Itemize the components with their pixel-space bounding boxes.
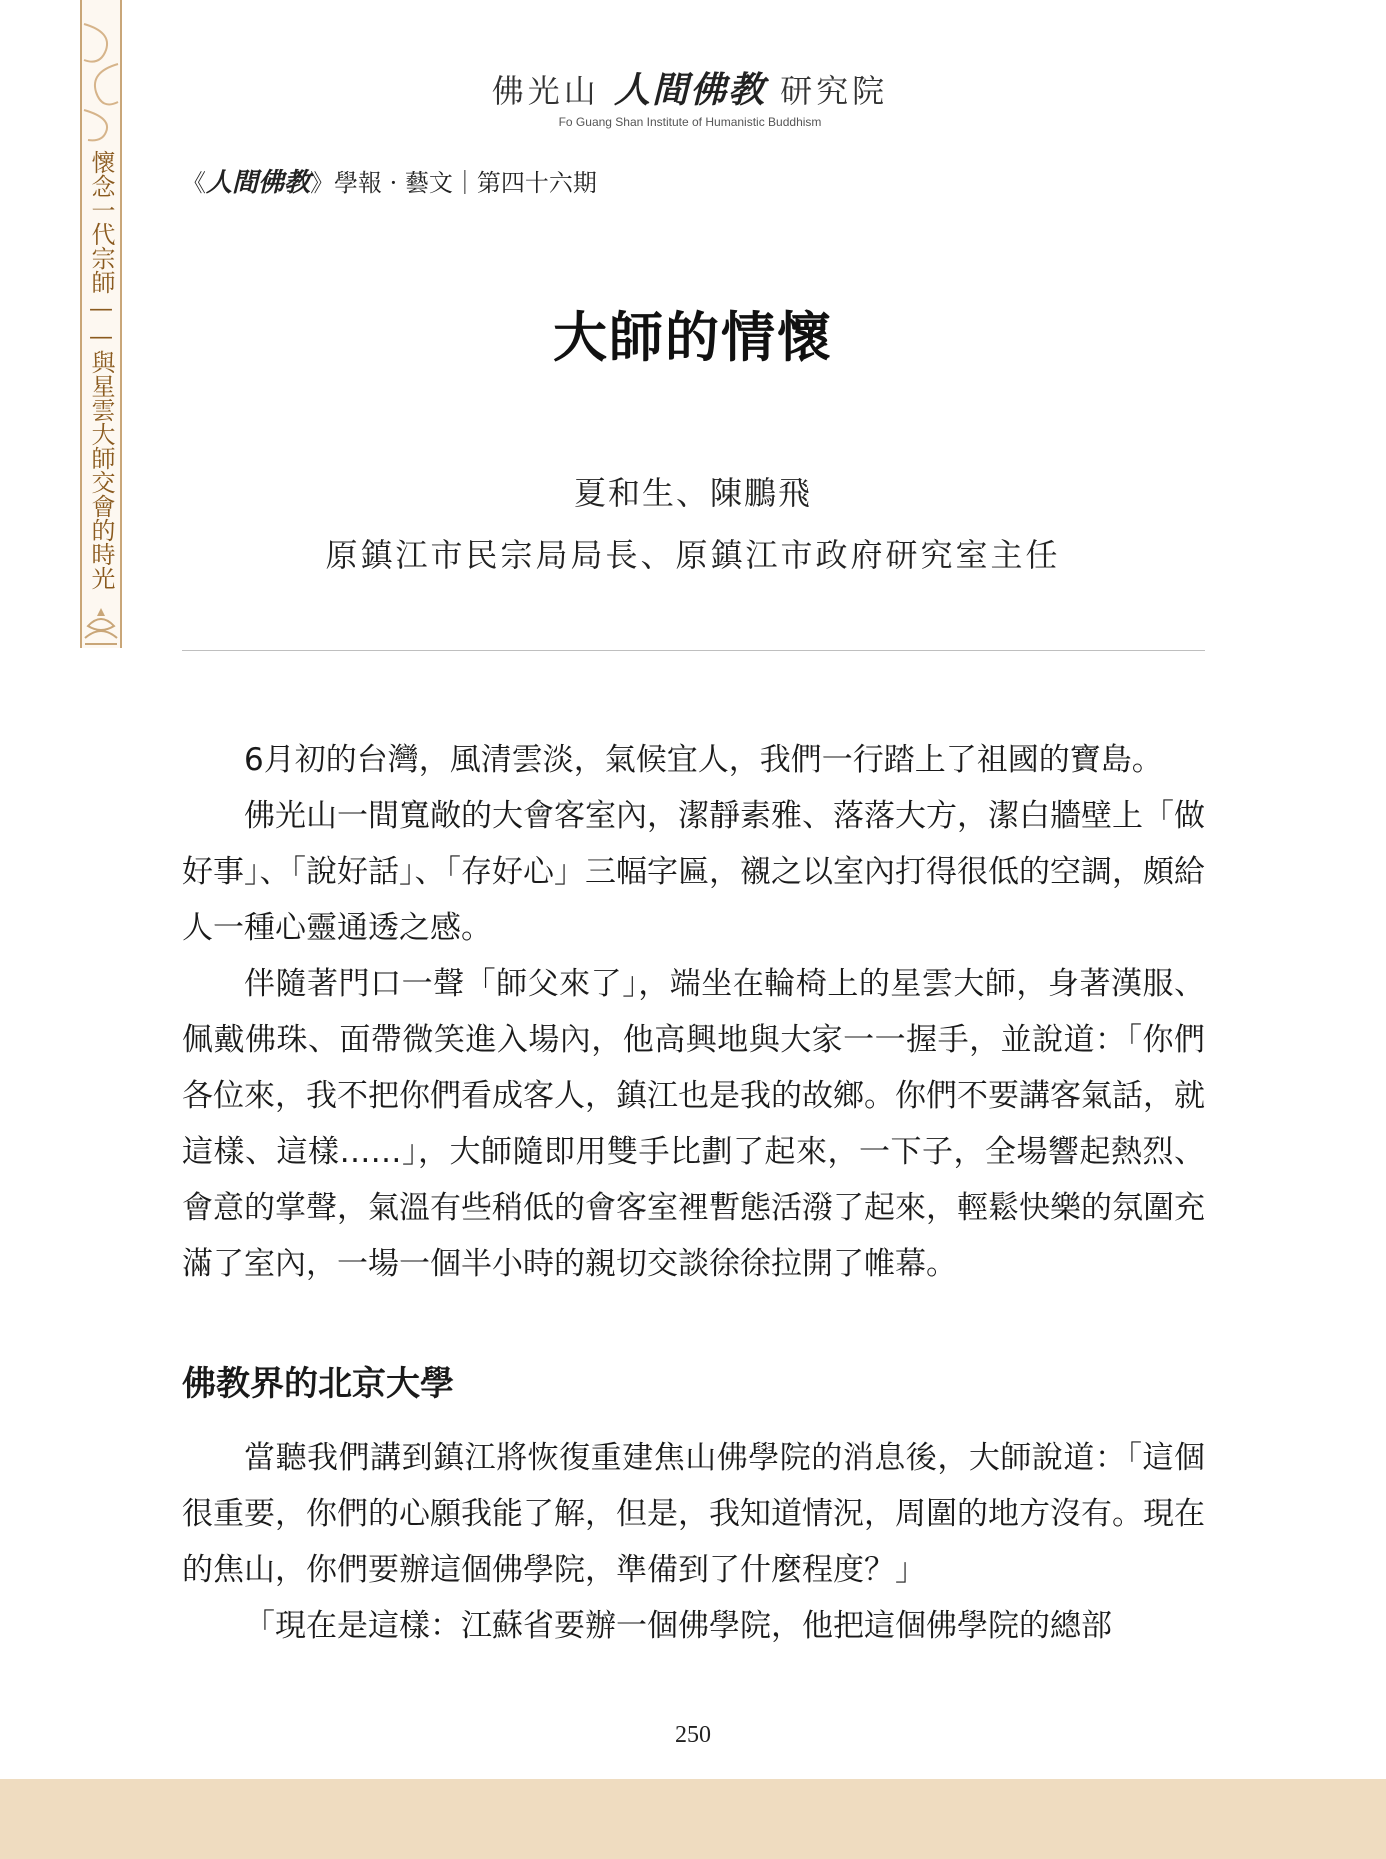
journal-issue: 學報 · 藝文｜第四十六期: [334, 169, 597, 197]
journal-brand-logo: 人間佛教: [206, 168, 311, 198]
swirl-ornament-icon: [82, 14, 120, 144]
journal-bracket-close: 》: [310, 169, 335, 197]
institute-prefix: 佛光山: [491, 72, 600, 110]
institute-brand-logo: 人間佛教: [613, 70, 766, 111]
paragraph: 佛光山一間寬敞的大會客室內，潔靜素雅、落落大方，潔白牆壁上「做好事」、「說好話」、「存好心」三幅字匾，襯之以室內打得很低的空調，頗給人一種心靈通透之感。: [182, 798, 1205, 946]
paragraph: 伴隨著門口一聲「師父來了」，端坐在輪椅上的星雲大師，身著漢服、佩戴佛珠、面帶微笑進入場內，他高興地與大家一一握手，並說道：「你們各位來，我不把你們看成客人，鎮江也是我的故鄉。你們不要講客氣話，就這樣、這樣……」，大師隨即用雙手比劃了起來，一下子，全場響起熱烈、會意的掌聲，氣溫有些稍低的會客室裡暫態活潑了起來，輕鬆快樂的氛圍充滿了室內，一場一個半小時的親切交談徐徐拉開了帷幕。: [182, 966, 1205, 1282]
institute-suffix: 研究院: [780, 72, 889, 110]
paragraph: 「現在是這樣：江蘇省要辦一個佛學院，他把這個佛學院的總部: [244, 1608, 1112, 1644]
article-title: 大師的情懷: [553, 305, 833, 369]
journal-bracket-open: 《: [182, 169, 206, 197]
footer-band: [0, 1779, 1386, 1859]
lotus-ornament-icon: [82, 604, 120, 646]
vertical-series-title: 懷念一代宗師——與星雲大師交會的時光: [87, 150, 115, 590]
section-heading: 佛教界的北京大學: [182, 1364, 454, 1404]
article-authors: 夏和生、陳鵬飛: [573, 474, 812, 512]
page-number: 250: [675, 1722, 711, 1748]
paragraph: 6月初的台灣，風清雲淡，氣候宜人，我們一行踏上了祖國的寶島。: [244, 742, 1163, 778]
author-affiliation: 原鎮江市民宗局局長、原鎮江市政府研究室主任: [325, 536, 1061, 574]
institute-name: [480, 62, 900, 113]
institute-header: [480, 62, 900, 129]
divider: [182, 650, 1205, 651]
institute-english-name: Fo Guang Shan Institute of Humanistic Buddhism: [558, 115, 822, 129]
journal-info: [182, 162, 597, 199]
article-body: [182, 732, 1205, 1654]
paragraph: 當聽我們講到鎮江將恢復重建焦山佛學院的消息後，大師說道：「這個很重要，你們的心願我能了解，但是，我知道情況，周圍的地方沒有。現在的焦山，你們要辦這個佛學院，準備到了什麼程度？」: [182, 1440, 1205, 1588]
